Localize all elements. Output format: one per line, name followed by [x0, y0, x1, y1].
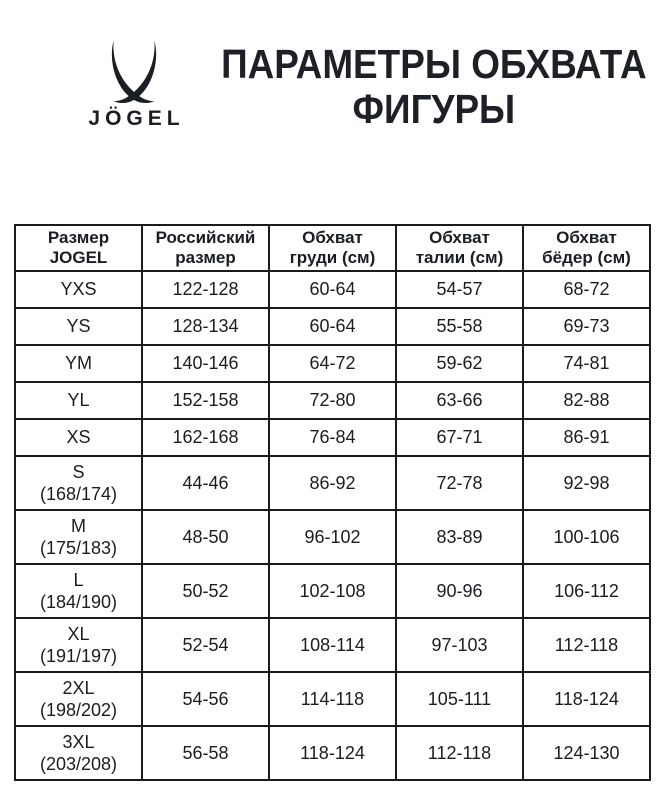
- cell-chest: 108-114: [269, 618, 396, 672]
- column-header-line: Российский: [155, 228, 256, 247]
- cell-chest: 114-118: [269, 672, 396, 726]
- cell-chest: 102-108: [269, 564, 396, 618]
- size-label: XL: [67, 624, 90, 644]
- column-header-line: Размер: [47, 228, 110, 247]
- cell-size: [15, 271, 142, 308]
- cell-size: [15, 726, 142, 780]
- cell-size: [15, 672, 142, 726]
- table-row-m: [15, 510, 650, 564]
- cell-hips: 82-88: [523, 382, 650, 419]
- cell-chest: 86-92: [269, 456, 396, 510]
- cell-waist: 55-58: [396, 308, 523, 345]
- cell-russian-size: 152-158: [142, 382, 269, 419]
- size-table: [14, 224, 651, 781]
- cell-chest: 64-72: [269, 345, 396, 382]
- size-note: (184/190): [39, 592, 118, 612]
- cell-chest: 60-64: [269, 271, 396, 308]
- table-row-ym: [15, 345, 650, 382]
- size-note: (203/208): [39, 754, 118, 774]
- size-label: YS: [66, 316, 91, 336]
- size-label: 2XL: [62, 678, 95, 698]
- cell-waist: 72-78: [396, 456, 523, 510]
- cell-chest: 118-124: [269, 726, 396, 780]
- size-label: S: [72, 462, 85, 482]
- cell-size: [15, 618, 142, 672]
- cell-waist: 63-66: [396, 382, 523, 419]
- cell-russian-size: 52-54: [142, 618, 269, 672]
- cell-hips: 74-81: [523, 345, 650, 382]
- cell-hips: 68-72: [523, 271, 650, 308]
- size-table-head: [15, 225, 650, 271]
- cell-hips: 112-118: [523, 618, 650, 672]
- table-row-yxs: [15, 271, 650, 308]
- cell-russian-size: 44-46: [142, 456, 269, 510]
- cell-size: [15, 345, 142, 382]
- cell-russian-size: 50-52: [142, 564, 269, 618]
- table-row-3xl: [15, 726, 650, 780]
- jogel-logo: [74, 28, 194, 131]
- size-label: L: [73, 570, 84, 590]
- cell-russian-size: 56-58: [142, 726, 269, 780]
- table-row-l: [15, 564, 650, 618]
- cell-waist: 90-96: [396, 564, 523, 618]
- cell-size: [15, 308, 142, 345]
- column-header-line: Обхват: [429, 228, 490, 247]
- column-header-line: Обхват: [556, 228, 617, 247]
- cell-chest: 96-102: [269, 510, 396, 564]
- cell-waist: 97-103: [396, 618, 523, 672]
- cell-waist: 67-71: [396, 419, 523, 456]
- size-label: M: [71, 516, 86, 536]
- cell-waist: 54-57: [396, 271, 523, 308]
- cell-hips: 100-106: [523, 510, 650, 564]
- cell-size: [15, 510, 142, 564]
- page-title-line1: ПАРАМЕТРЫ ОБХВАТА: [221, 41, 647, 87]
- size-note: (168/174): [39, 484, 118, 504]
- cell-waist: 59-62: [396, 345, 523, 382]
- column-header-line: Обхват: [302, 228, 363, 247]
- column-header-russian-size: [142, 225, 269, 271]
- cell-hips: 118-124: [523, 672, 650, 726]
- cell-hips: 124-130: [523, 726, 650, 780]
- column-header-line: бёдер (см): [542, 248, 631, 267]
- cell-russian-size: 48-50: [142, 510, 269, 564]
- page-title: [221, 42, 665, 132]
- cell-size: [15, 564, 142, 618]
- cell-chest: 72-80: [269, 382, 396, 419]
- column-header-hips: [523, 225, 650, 271]
- table-row-yl: [15, 382, 650, 419]
- cell-hips: 92-98: [523, 456, 650, 510]
- column-header-line: груди (см): [289, 248, 376, 267]
- cell-russian-size: 140-146: [142, 345, 269, 382]
- cell-size: [15, 456, 142, 510]
- table-row-xl: [15, 618, 650, 672]
- size-label: YM: [65, 353, 92, 373]
- size-table-body: [15, 271, 650, 780]
- column-header-line: талии (см): [415, 248, 504, 267]
- table-row-2xl: [15, 672, 650, 726]
- cell-hips: 69-73: [523, 308, 650, 345]
- cell-chest: 60-64: [269, 308, 396, 345]
- cell-size: [15, 419, 142, 456]
- header: [0, 0, 665, 132]
- cell-hips: 86-91: [523, 419, 650, 456]
- page-title-line2: ФИГУРЫ: [352, 86, 516, 132]
- table-row-ys: [15, 308, 650, 345]
- size-label: XS: [66, 427, 91, 447]
- column-header-waist: [396, 225, 523, 271]
- cell-russian-size: 54-56: [142, 672, 269, 726]
- cell-waist: 83-89: [396, 510, 523, 564]
- jogel-logo-text: JÖGEL: [88, 107, 185, 130]
- cell-chest: 76-84: [269, 419, 396, 456]
- size-note: (191/197): [39, 646, 118, 666]
- cell-russian-size: 128-134: [142, 308, 269, 345]
- table-row-xs: [15, 419, 650, 456]
- table-header-row: [15, 225, 650, 271]
- cell-waist: 105-111: [396, 672, 523, 726]
- cell-russian-size: 162-168: [142, 419, 269, 456]
- size-note: (198/202): [39, 700, 118, 720]
- column-header-line: размер: [175, 248, 236, 267]
- jogel-crossed-ribbons-icon: [103, 40, 165, 104]
- size-note: (175/183): [39, 538, 118, 558]
- size-label: YL: [67, 390, 90, 410]
- size-label: YXS: [60, 279, 97, 299]
- table-row-s: [15, 456, 650, 510]
- column-header-jogel-size: [15, 225, 142, 271]
- cell-russian-size: 122-128: [142, 271, 269, 308]
- cell-waist: 112-118: [396, 726, 523, 780]
- column-header-line: JOGEL: [49, 248, 108, 267]
- size-label: 3XL: [62, 732, 95, 752]
- cell-hips: 106-112: [523, 564, 650, 618]
- cell-size: [15, 382, 142, 419]
- column-header-chest: [269, 225, 396, 271]
